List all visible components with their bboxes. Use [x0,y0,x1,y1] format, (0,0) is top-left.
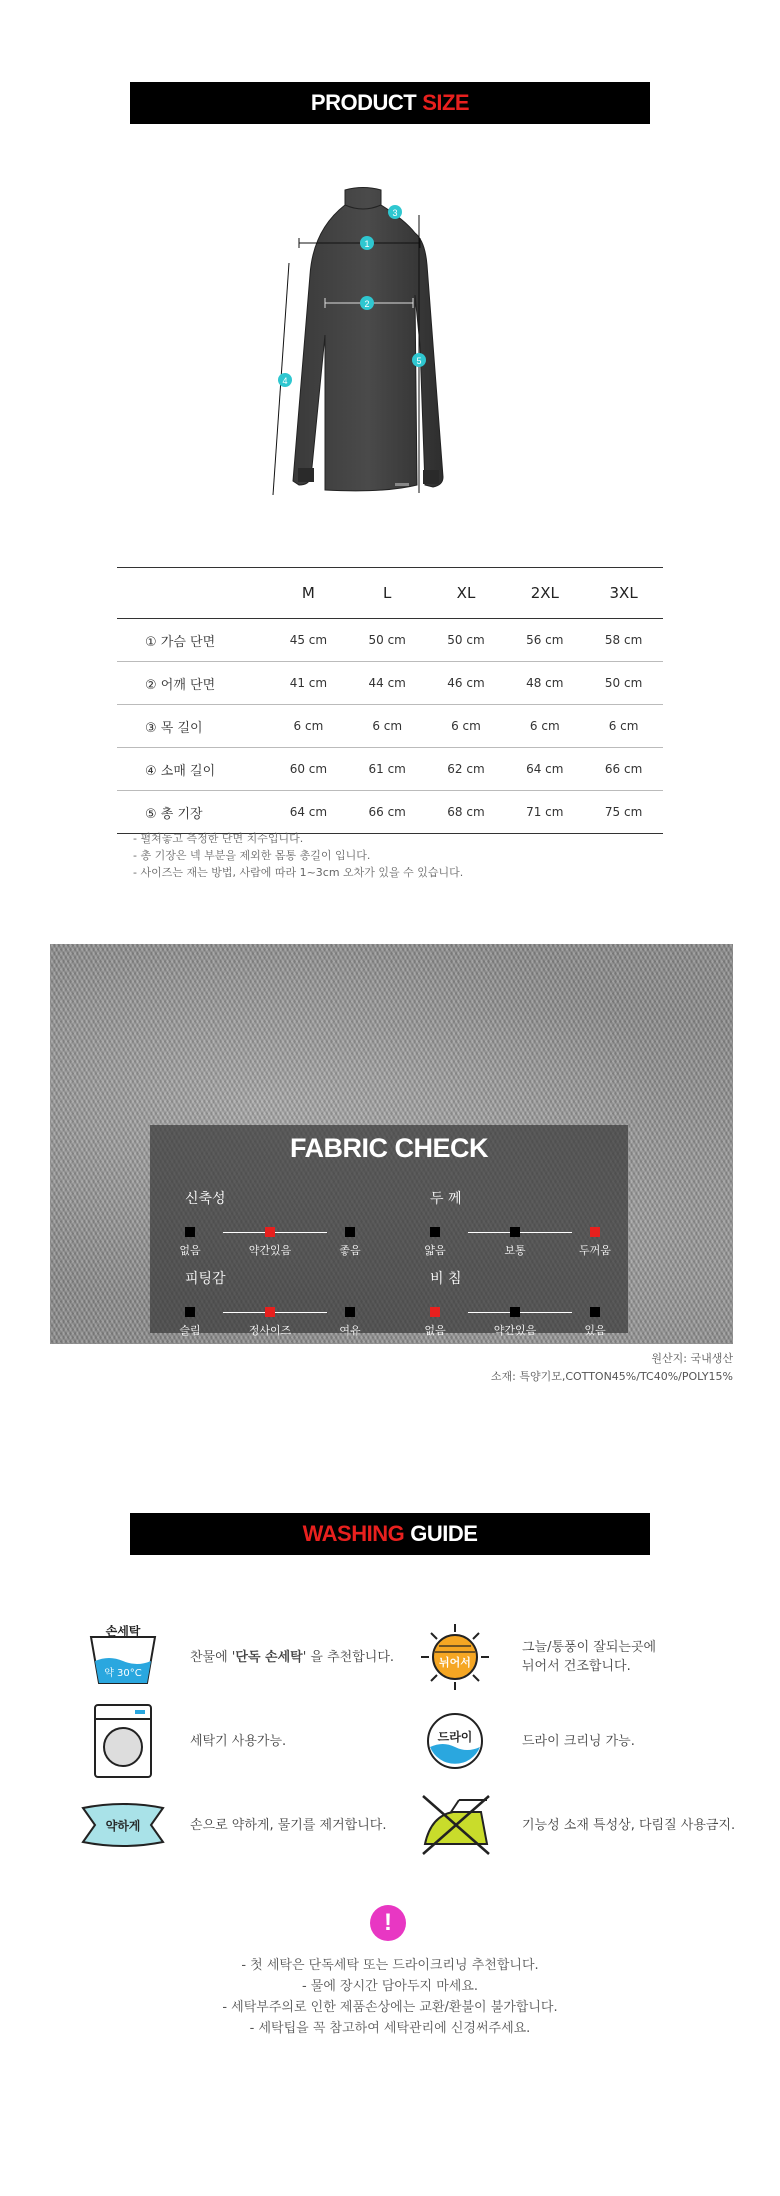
table-row [117,705,663,748]
scale-dot-selected [590,1227,600,1237]
wash-item-dry-clean [410,1706,635,1776]
svg-text:4: 4 [282,376,288,386]
scale-name: 두 께 [430,1191,462,1207]
origin-country: 원산지: 국내생산 [651,1352,733,1365]
warning-line: - 세탁팁을 꼭 참고하여 세탁관리에 신경써주세요. [249,2021,531,2036]
sun-shade-icon [410,1622,500,1692]
cell: 75 cm [584,791,663,834]
scale-dot [185,1227,195,1237]
cell: 61 cm [348,748,427,791]
scale-label: 있음 [584,1324,606,1337]
cell: 58 cm [584,619,663,662]
svg-text:약 30°C: 약 30°C [104,1668,142,1679]
scale-dot-selected [430,1307,440,1317]
scale-label: 없음 [424,1324,446,1337]
svg-text:드라이: 드라이 [437,1730,473,1744]
shirt-body [293,188,443,491]
scale-dot [185,1307,195,1317]
scale-label: 없음 [179,1244,201,1257]
scale-label: 두꺼움 [579,1244,611,1257]
washing-guide-banner [130,1513,650,1555]
wash-text: 기능성 소재 특성상, 다림질 사용금지. [522,1817,736,1833]
size-header-m: M [269,568,348,619]
banner-word-size: SIZE [422,90,470,115]
svg-text:약하게: 약하게 [105,1819,141,1833]
scale-label: 약간있음 [493,1324,537,1337]
svg-text:5: 5 [416,356,422,366]
svg-text:손세탁: 손세탁 [105,1625,141,1638]
origin-info [491,1350,733,1386]
cell: 66 cm [584,748,663,791]
size-header-2xl: 2XL [505,568,584,619]
exclamation-icon: ! [370,1905,406,1941]
scale-track [468,1312,572,1313]
scale-label: 여유 [339,1324,361,1337]
cell: 64 cm [505,748,584,791]
wash-text: 드라이 크리닝 가능. [522,1733,635,1749]
cell: 45 cm [269,619,348,662]
marker-5 [412,353,426,367]
svg-text:2: 2 [364,299,370,309]
marker-4 [278,373,292,387]
scale-dot [345,1227,355,1237]
note-line: - 총 기장은 넥 부분을 제외한 몸통 총길이 입니다. [133,849,371,862]
cell: 44 cm [348,662,427,705]
row-label: ① 가슴 단면 [117,619,269,662]
table-row [117,791,663,834]
size-header-xl: XL [427,568,506,619]
scale-dot [510,1307,520,1317]
banner-word-product: PRODUCT [310,90,417,115]
table-row [117,662,663,705]
note-line: - 사이즈는 재는 방법, 사람에 따라 1~3cm 오차가 있을 수 있습니다. [133,866,464,879]
row-label: ③ 목 길이 [117,705,269,748]
scale-label: 좋음 [339,1244,361,1257]
warning-line: - 물에 장시간 담아두지 마세요. [301,1979,479,1994]
cell: 64 cm [269,791,348,834]
cell: 6 cm [505,705,584,748]
cell: 50 cm [584,662,663,705]
fabric-check-title: FABRIC CHECK [289,1133,488,1163]
scale-label: 약간있음 [248,1244,292,1257]
origin-material: 소재: 특양기모,COTTON45%/TC40%/POLY15% [490,1370,733,1383]
cell: 48 cm [505,662,584,705]
wash-item-hand-wash [78,1622,394,1692]
note-line: - 펼쳐놓고 측정한 단면 치수입니다. [133,832,304,845]
gentle-wring-icon [78,1790,168,1860]
table-row [117,619,663,662]
svg-text:3: 3 [392,208,398,218]
marker-3 [388,205,402,219]
size-header-l: L [348,568,427,619]
size-header-row [117,568,663,619]
cell: 68 cm [427,791,506,834]
wash-text: 손으로 약하게, 물기를 제거합니다. [190,1817,387,1833]
wash-item-no-iron [410,1790,735,1860]
scale-dot [510,1227,520,1237]
size-header-3xl: 3XL [584,568,663,619]
table-row [117,748,663,791]
cell: 6 cm [584,705,663,748]
cell: 6 cm [427,705,506,748]
scale-track [468,1232,572,1233]
scale-name: 신축성 [185,1191,226,1207]
scale-track [223,1232,327,1233]
row-label: ⑤ 총 기장 [117,791,269,834]
product-size-banner [130,82,650,124]
scale-label: 슬림 [179,1324,201,1337]
hand-wash-icon [78,1622,168,1692]
size-header-blank [117,568,269,619]
banner-word-washing: WASHING [302,1521,405,1546]
svg-text:1: 1 [364,239,370,249]
scale-track [223,1312,327,1313]
cell: 62 cm [427,748,506,791]
scale-dot [430,1227,440,1237]
cell: 50 cm [348,619,427,662]
size-table [117,567,663,834]
warning-line: - 첫 세탁은 단독세탁 또는 드라이크리닝 추천합니다. [241,1958,539,1973]
scale-label: 얇음 [424,1244,446,1257]
scale-name: 비 침 [430,1271,462,1287]
svg-text:뉘어서: 뉘어서 [439,1656,471,1669]
wash-text: 찬물에 '단독 손세탁' 을 추천합니다. [190,1649,395,1665]
cell: 71 cm [505,791,584,834]
scale-label: 정사이즈 [248,1324,292,1337]
scale-dot [590,1307,600,1317]
scale-dot-selected [265,1227,275,1237]
cell: 50 cm [427,619,506,662]
no-iron-icon [410,1790,500,1860]
row-label: ④ 소매 길이 [117,748,269,791]
shirt-measurement-diagram [255,185,500,515]
cell: 6 cm [348,705,427,748]
wash-item-machine [78,1706,286,1776]
scale-label: 보통 [504,1244,526,1257]
marker-2 [360,296,374,310]
banner-word-guide: GUIDE [410,1521,478,1546]
wash-text: 그늘/통풍이 잘되는곳에 뉘어서 건조합니다. [522,1640,657,1674]
size-notes [133,830,463,881]
marker-1 [360,236,374,250]
warning-line: - 세탁부주의로 인한 제품손상에는 교환/환불이 불가합니다. [222,2000,558,2015]
fabric-check-panel [150,1125,628,1337]
washing-warnings [0,1955,780,2039]
wash-text: 세탁기 사용가능. [190,1733,287,1749]
wash-item-shade-dry [410,1622,656,1692]
scale-dot [345,1307,355,1317]
cell: 60 cm [269,748,348,791]
cell: 66 cm [348,791,427,834]
washing-machine-icon [78,1706,168,1776]
row-label: ② 어깨 단면 [117,662,269,705]
scale-dot-selected [265,1307,275,1317]
dry-clean-icon [410,1706,500,1776]
cell: 41 cm [269,662,348,705]
cell: 56 cm [505,619,584,662]
cell: 6 cm [269,705,348,748]
scale-name: 피팅감 [185,1271,226,1287]
wash-item-gentle [78,1790,386,1860]
cell: 46 cm [427,662,506,705]
